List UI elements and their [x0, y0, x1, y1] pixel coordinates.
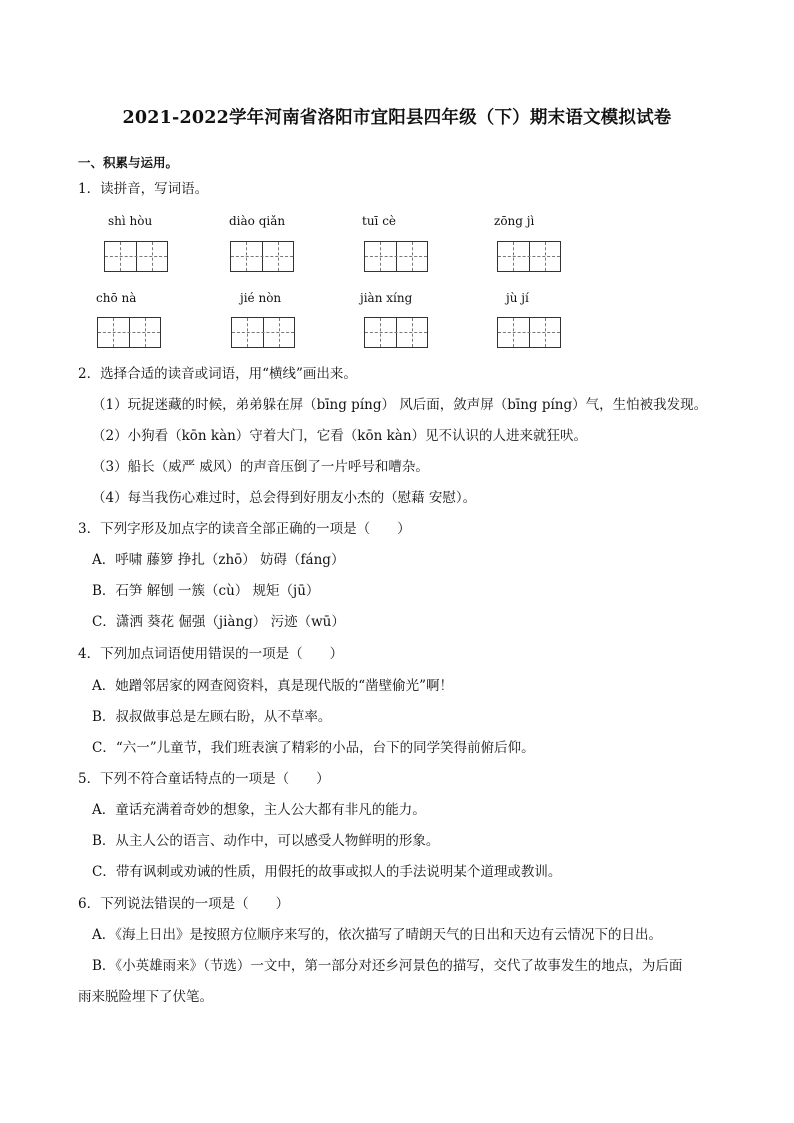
question-2-item: （1）玩捉迷藏的时候，弟弟躲在屏（bīng píng） 风后面，敛声屏（bīng píng）气，生怕被我发现。: [92, 397, 708, 413]
writing-grid[interactable]: [364, 241, 428, 272]
option-c[interactable]: C．“六一”儿童节，我们班表演了精彩的小品，台下的同学笑得前俯后仰。: [92, 740, 535, 756]
writing-grid[interactable]: [97, 317, 161, 348]
question-2-item: （2）小狗看（kōn kàn）守着大门，它看（kōn kàn）见不认识的人进来就狂吠。: [92, 428, 588, 444]
question-2-stem: 2．选择合适的读音或词语，用“横线”画出来。: [78, 366, 357, 382]
pinyin-label: jié nòn: [240, 291, 282, 305]
page-title: 2021-2022学年河南省洛阳市宜阳县四年级（下）期末语文模拟试卷: [122, 108, 672, 128]
option-b[interactable]: B．石笋 解刨 一簇（cù） 规矩（jū）: [92, 583, 320, 599]
question-2-item: （3）船长（威严 威风）的声音压倒了一片呼号和嘈杂。: [92, 459, 429, 475]
option-c[interactable]: C．潇洒 葵花 倔强（jiàng） 污迹（wū）: [92, 614, 345, 630]
pinyin-label: chō nà: [96, 291, 137, 305]
option-b[interactable]: B．《小英雄雨来》（节选）一文中，第一部分对还乡河景色的描写，交代了故事发生的地点，为后面: [92, 958, 683, 974]
question-3-stem: 3．下列字形及加点字的读音全部正确的一项是（ ）: [78, 521, 411, 537]
option-a[interactable]: A．她蹭邻居家的网查阅资料，真是现代版的“凿壁偷光”啊！: [92, 678, 454, 694]
pinyin-label: jù jí: [506, 291, 529, 305]
pinyin-label: jiàn xíng: [360, 291, 413, 305]
option-b-continued: 雨来脱险埋下了伏笔。: [78, 989, 213, 1005]
writing-grid[interactable]: [497, 241, 561, 272]
question-6-stem: 6．下列说法错误的一项是（ ）: [78, 896, 290, 912]
writing-grid[interactable]: [231, 317, 295, 348]
section-heading: 一、积累与运用。: [78, 155, 179, 170]
question-5-stem: 5．下列不符合童话特点的一项是（ ）: [78, 771, 330, 787]
option-c[interactable]: C．带有讽刺或劝诫的性质，用假托的故事或拟人的手法说明某个道理或教训。: [92, 864, 562, 880]
question-1-stem: 1．读拼音，写词语。: [78, 181, 209, 197]
pinyin-label: zōng jì: [494, 214, 535, 228]
writing-grid[interactable]: [497, 317, 561, 348]
option-b[interactable]: B．叔叔做事总是左顾右盼，从不草率。: [92, 709, 332, 725]
writing-grid[interactable]: [230, 241, 294, 272]
option-b[interactable]: B．从主人公的语言、动作中，可以感受人物鲜明的形象。: [92, 833, 440, 849]
question-4-stem: 4．下列加点词语使用错误的一项是（ ）: [78, 646, 344, 662]
pinyin-label: shì hòu: [108, 214, 153, 228]
pinyin-label: diào qiǎn: [229, 214, 286, 228]
option-a[interactable]: A．呼啸 藤箩 挣扎（zhō） 妨碍（fáng）: [92, 552, 345, 568]
option-a[interactable]: A．《海上日出》是按照方位顺序来写的，依次描写了晴朗天气的日出和天边有云情况下的日出。: [92, 927, 662, 943]
writing-grid[interactable]: [104, 241, 168, 272]
writing-grid[interactable]: [364, 317, 428, 348]
option-a[interactable]: A．童话充满着奇妙的想象，主人公大都有非凡的能力。: [92, 802, 426, 818]
question-2-item: （4）每当我伤心难过时，总会得到好朋友小杰的（慰藉 安慰）。: [92, 490, 477, 506]
pinyin-label: tuī cè: [362, 214, 397, 228]
